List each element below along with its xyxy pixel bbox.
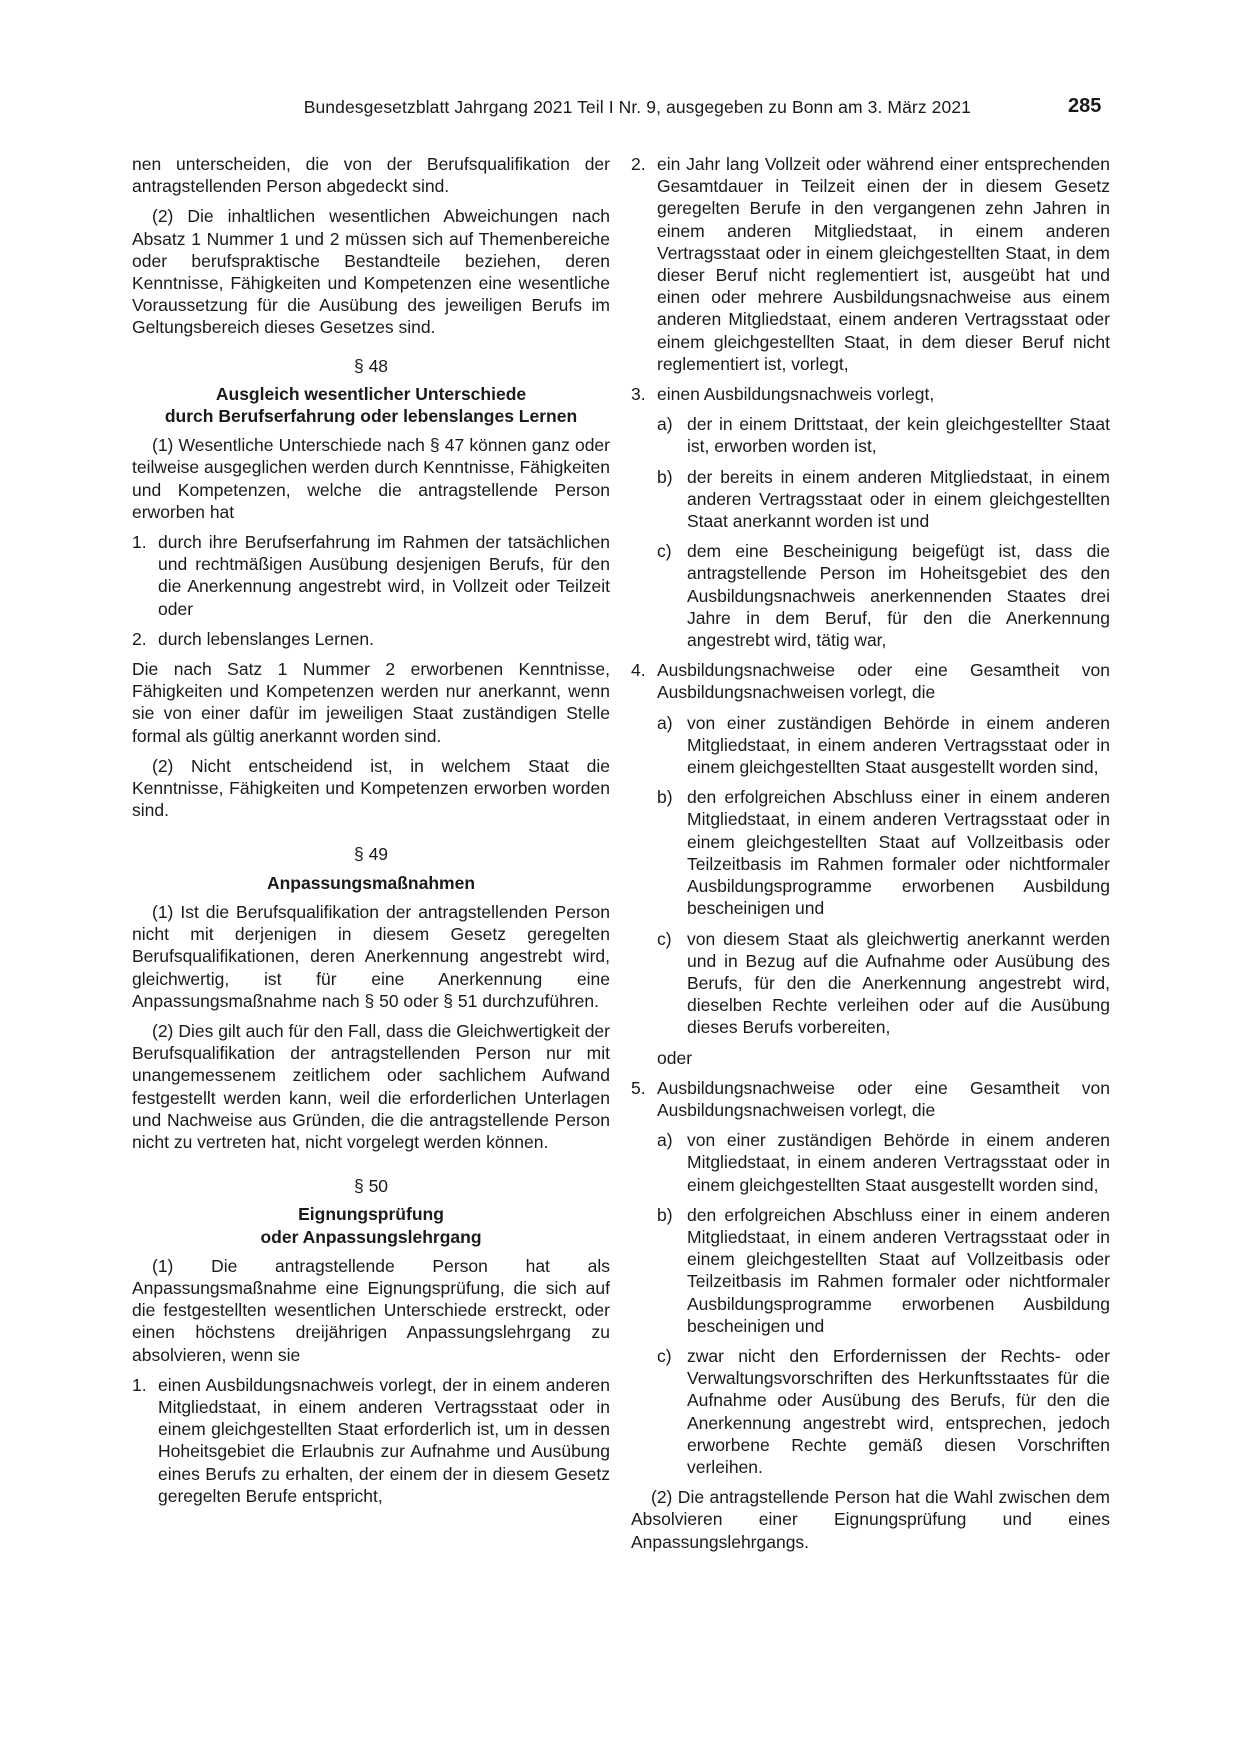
list-item-text: einen Ausbildungsnachweis vorlegt, xyxy=(657,384,935,405)
sub-list-item xyxy=(657,466,1110,533)
paragraph-49-1: (1) Ist die Berufsqualifikation der antragstellenden Person nicht mit derjenigen in diesem Gesetz geregelten Berufsqualifikationen, deren Anerkennung angestrebt wird, gleichwertig, ist für eine Anerkennung eine Anpassungsmaßnahme nach § 50 oder § 51 durchzuführen. xyxy=(132,901,610,1011)
list-item-text: Ausbildungsnachweise oder eine Gesamtheit von Ausbildungsnachweisen vorlegt, die xyxy=(657,1077,1110,1120)
sub-list-item-text: von einer zuständigen Behörde in einem anderen Mitgliedstaat, in einem anderen Vertragsstaat oder in einem gleichgestellten Staat ausgestellt worden sind, xyxy=(687,712,1110,778)
sub-list-item-letter: c) xyxy=(657,1345,672,1366)
sub-list-item-text: den erfolgreichen Abschluss einer in einem anderen Mitgliedstaat, in einem anderen Vertragsstaat oder in einem gleichgestellten Staat auf Vollzeitbasis oder Teilzeitbasis im Rahmen formaler oder nichtformaler Ausbildungsprogramme erworbenen Ausbildung bescheinigen und xyxy=(687,1204,1110,1336)
paragraph-48-1: (1) Wesentliche Unterschiede nach § 47 können ganz oder teilweise ausgeglichen werden durch Kenntnisse, Fähigkeiten und Kompetenzen, welche die antragstellende Person erworben hat xyxy=(132,435,610,522)
section-49-title: Anpassungsmaßnahmen xyxy=(266,872,476,893)
sub-list-item-letter: c) xyxy=(657,541,672,562)
sub-list-item-text: zwar nicht den Erfordernissen der Rechts- oder Verwaltungsvorschriften des Herkunftsstaates für die Aufnahme oder Ausübung des Berufs, für den die Anerkennung angestrebt wird, entsprechen, jedoch erworbene Rechte gemäß diesen Vorschriften verleihen. xyxy=(687,1345,1110,1477)
sub-list-item xyxy=(657,540,1110,651)
section-48-title xyxy=(132,383,610,427)
sub-list-item-text: von einer zuständigen Behörde in einem anderen Mitgliedstaat, in einem anderen Vertragsstaat oder in einem gleichgestellten Staat ausgestellt worden sind, xyxy=(687,1130,1110,1195)
page-number: 285 xyxy=(1068,95,1102,117)
list-item-number: 2. xyxy=(132,628,147,649)
list-item xyxy=(631,659,1110,703)
list-item-number: 1. xyxy=(132,532,147,553)
section-48-title-line1: Ausgleich wesentlicher Unterschiede xyxy=(215,383,527,404)
list-item-number: 5. xyxy=(631,1077,646,1098)
paragraph-48-2: (2) Nicht entscheidend ist, in welchem Staat die Kenntnisse, Fähigkeiten und Kompetenzen erworben worden sind. xyxy=(132,755,610,821)
sub-list-item xyxy=(657,786,1110,919)
left-column xyxy=(132,153,610,1515)
paragraph-50-1: (1) Die antragstellende Person hat als Anpassungsmaßnahme eine Eignungsprüfung, die sich auf die festgestellten wesentlichen Unterschiede erstreckt, oder einen höchstens dreijährigen Anpassungslehrgang zu absolvieren, wenn sie xyxy=(132,1255,610,1365)
list-item xyxy=(132,531,610,620)
sub-list-item-text: den erfolgreichen Abschluss einer in einem anderen Mitgliedstaat, in einem anderen Vertragsstaat oder in einem gleichgestellten Staat auf Vollzeitbasis oder Teilzeitbasis im Rahmen formaler oder nichtformaler Ausbildungsprogramme erworbenen Ausbildung bescheinigen und xyxy=(687,787,1110,919)
list-item xyxy=(132,1374,610,1507)
sub-list-item xyxy=(657,1345,1110,1478)
section-48-title-line2: durch Berufserfahrung oder lebenslanges Lernen xyxy=(164,406,578,427)
sub-list-item-letter: a) xyxy=(657,712,673,733)
sub-list-item xyxy=(657,712,1110,779)
paragraph-48-1b: Die nach Satz 1 Nummer 2 erworbenen Kenntnisse, Fähigkeiten und Kompetenzen werden nur anerkannt, wenn sie von einer dafür im jeweiligen Staat zuständigen Stelle formal als gültig anerkannt worden sind. xyxy=(132,659,610,746)
section-49-number: § 49 xyxy=(353,844,389,865)
list-item-text: Ausbildungsnachweise oder eine Gesamtheit von Ausbildungsnachweisen vorlegt, die xyxy=(657,660,1110,703)
paragraph-47-2: (2) Die inhaltlichen wesentlichen Abweichungen nach Absatz 1 Nummer 1 und 2 müssen sich auf Themenbereiche oder berufspraktische Bestandteile beziehen, deren Kenntnisse, Fähigkeiten und Kompetenzen eine wesentliche Voraussetzung für die Ausübung des jeweiligen Berufs im Geltungsbereich dieses Gesetzes sind. xyxy=(132,206,610,338)
list-item-number: 2. xyxy=(631,154,646,174)
list-item-number: 1. xyxy=(132,1374,147,1395)
sub-list-item-letter: a) xyxy=(657,1130,673,1151)
sub-list-item-text: der bereits in einem anderen Mitgliedstaat, in einem anderen Vertragsstaat oder in einem gleichgestellten Staat anerkannt worden ist und xyxy=(687,466,1110,532)
right-column xyxy=(631,153,1110,1561)
section-50-title-line1: Eignungsprüfung xyxy=(298,1204,444,1225)
list-item-text: durch ihre Berufserfahrung im Rahmen der tatsächlichen und rechtmäßigen Ausübung desjenigen Berufs, für den die Anerkennung angestrebt wird, in Vollzeit oder Teilzeit oder xyxy=(158,532,610,619)
list-item xyxy=(631,153,1110,375)
sub-list-item-letter: c) xyxy=(657,928,672,949)
sub-list-item xyxy=(657,928,1110,1039)
list-item-text: einen Ausbildungsnachweis vorlegt, der in einem anderen Mitgliedstaat, in einem anderen Vertragsstaat oder in einem gleichgestellten Staat erforderlich ist, um in dessen Hoheitsgebiet die Erlaubnis zur Aufnahme und Ausübung eines Berufs zu erhalten, der einem der in diesem Gesetz geregelten Berufe entspricht, xyxy=(158,1374,610,1506)
list-item-text: durch lebenslanges Lernen. xyxy=(158,628,374,649)
sub-list-item-letter: b) xyxy=(657,1204,673,1225)
continued-paragraph: nen unterscheiden, die von der Berufsqualifikation der antragstellenden Person abgedeckt sind. xyxy=(132,154,610,197)
list-item-text: ein Jahr lang Vollzeit oder während einer entsprechenden Gesamtdauer in Teilzeit einen der in diesem Gesetz geregelten Berufe in den vergangenen zehn Jahren in einem anderen Mitgliedstaat, in einem anderen Vertragsstaat oder in einem gleichgestellten Staat, in dem dieser Beruf nicht reglementiert ist, ausgeübt hat und einen oder mehrere Ausbildungsnachweise aus einem anderen Mitgliedstaat, einem anderen Vertragsstaat oder einem gleichgestellten Staat, in dem dieser Beruf nicht reglementiert ist, vorlegt, xyxy=(657,154,1110,374)
sub-list-item-letter: a) xyxy=(657,414,673,435)
sub-list-item-letter: b) xyxy=(657,787,673,808)
list-item-number: 3. xyxy=(631,384,646,405)
sub-list-item xyxy=(657,1129,1110,1196)
list-item-number: 4. xyxy=(631,660,646,681)
list-item xyxy=(132,628,610,650)
sub-list-item-letter: b) xyxy=(657,466,673,487)
sub-list-item xyxy=(657,1204,1110,1337)
paragraph-50-2: (2) Die antragstellende Person hat die Wahl zwischen dem Absolvieren einer Eignungsprüfung und eines Anpassungslehrgangs. xyxy=(631,1487,1110,1552)
conjunction-oder: oder xyxy=(657,1047,693,1068)
sub-list-item-text: von diesem Staat als gleichwertig anerkannt werden und in Bezug auf die Aufnahme oder Ausübung des Berufs, für den die Anerkennung angestrebt wird, dieselben Rechte verleihen oder auf die Ausübung dieses Berufs vorbereiten, xyxy=(687,928,1110,1038)
running-title: Bundesgesetzblatt Jahrgang 2021 Teil I Nr. 9, ausgegeben zu Bonn am 3. März 2021 xyxy=(303,97,971,117)
list-item xyxy=(631,383,1110,405)
sub-list-item-text: der in einem Drittstaat, der kein gleichgestellter Staat ist, erworben worden ist, xyxy=(687,414,1110,457)
section-50-title-line2: oder Anpassungslehrgang xyxy=(260,1226,482,1247)
section-50-title xyxy=(132,1203,610,1247)
sub-list-item xyxy=(657,413,1110,457)
section-48-number: § 48 xyxy=(353,355,389,376)
list-item xyxy=(631,1077,1110,1121)
section-50-number: § 50 xyxy=(353,1176,389,1197)
page-header xyxy=(0,97,1241,127)
sub-list-item-text: dem eine Bescheinigung beigefügt ist, dass die antragstellende Person im Hoheitsgebiet des den Ausbildungsnachweis anerkennenden Staates drei Jahre in dem Beruf, für den die Anerkennung angestrebt wird, tätig war, xyxy=(687,541,1110,651)
paragraph-49-2: (2) Dies gilt auch für den Fall, dass die Gleichwertigkeit der Berufsqualifikation der antragstellenden Person nur mit unangemessenem zeitlichem oder sachlichem Aufwand festgestellt werden kann, weil die erforderlichen Unterlagen und Nachweise aus Gründen, die die antragstellende Person nicht zu vertreten hat, nicht vorgelegt werden können. xyxy=(132,1020,610,1152)
